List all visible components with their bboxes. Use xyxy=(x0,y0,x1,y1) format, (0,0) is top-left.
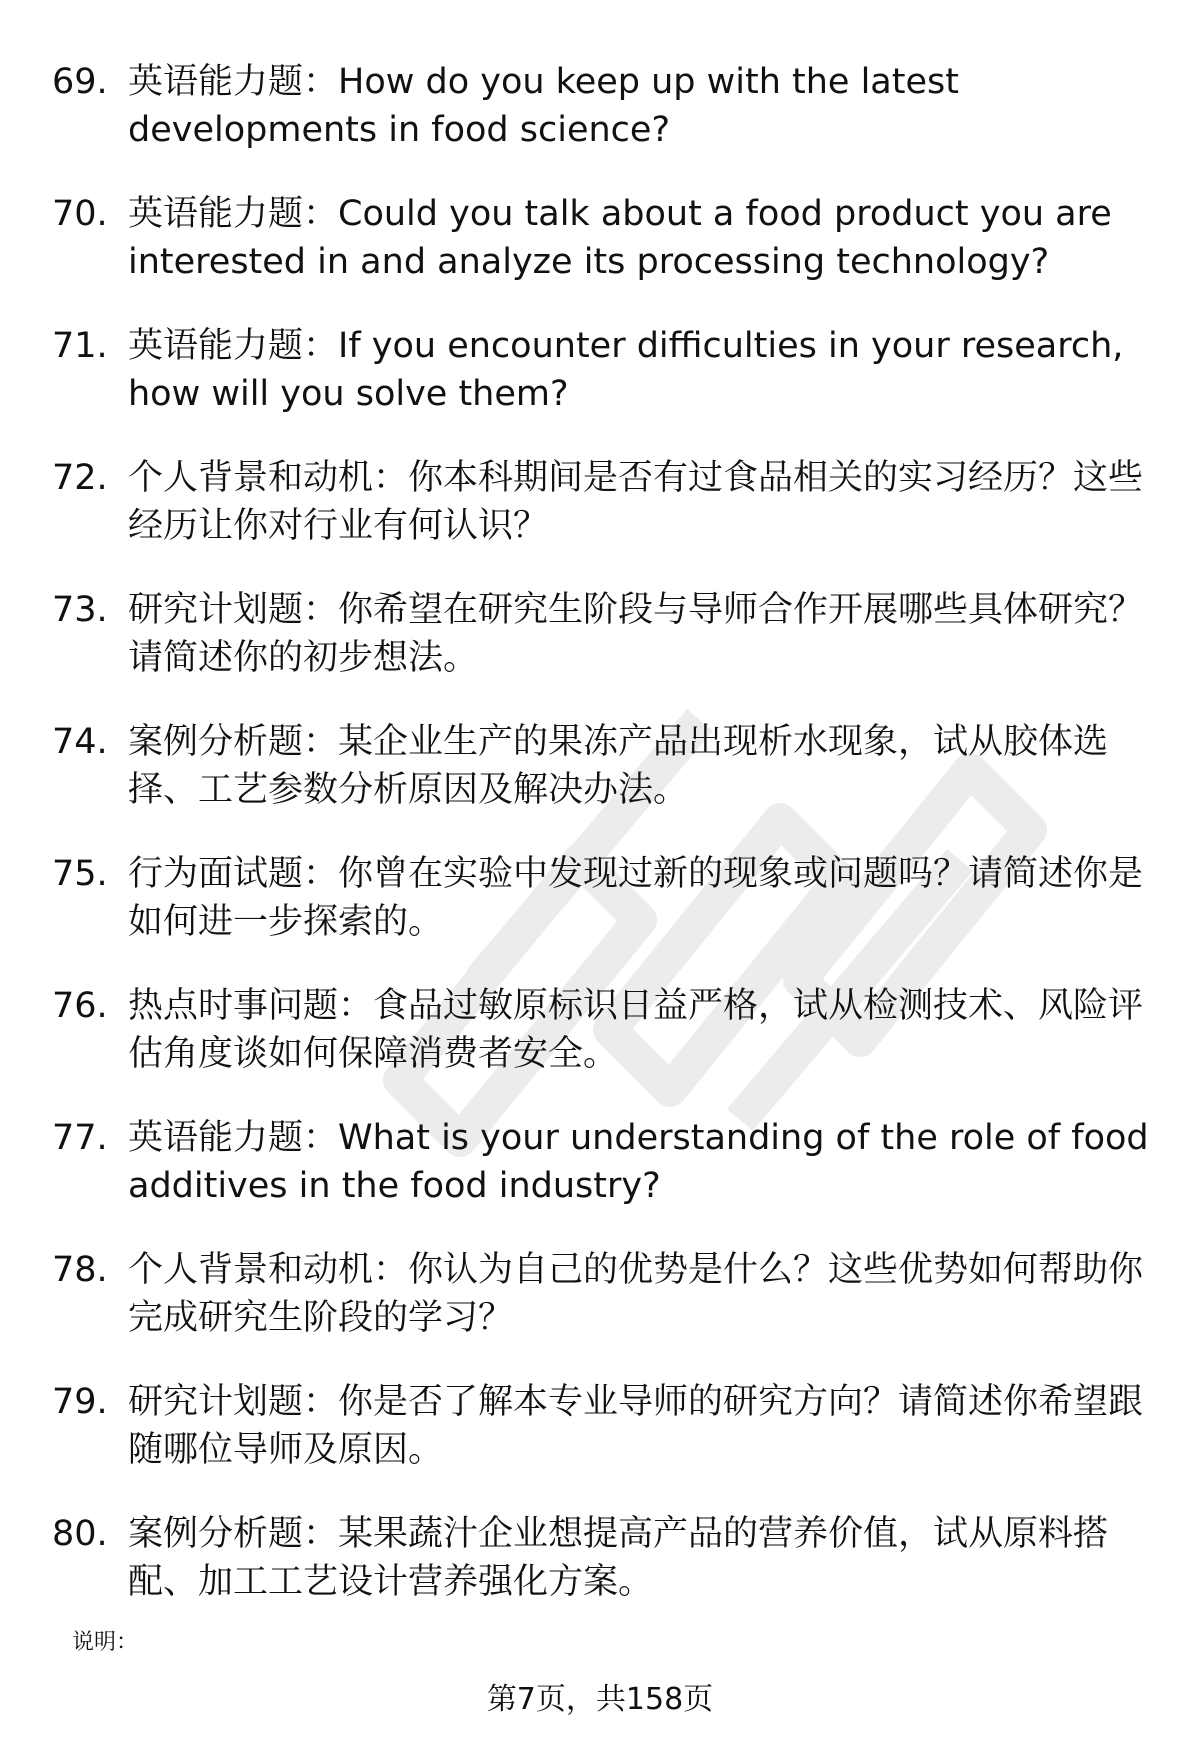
question-number: 78. xyxy=(52,1250,108,1290)
question-item xyxy=(52,718,1162,850)
question-item xyxy=(52,850,1162,982)
question-text: 案例分析题：某企业生产的果冻产品出现析水现象，试从胶体选择、工艺参数分析原因及解决办法。 xyxy=(128,722,1109,810)
question-number: 76. xyxy=(52,986,108,1026)
question-text: 行为面试题：你曾在实验中发现过新的现象或问题吗？请简述你是如何进一步探索的。 xyxy=(128,854,1144,942)
question-number: 74. xyxy=(52,722,108,762)
question-number: 77. xyxy=(52,1118,108,1158)
question-text: 英语能力题：What is your understanding of the role of food additives in the food industry? xyxy=(128,1118,1149,1206)
question-number: 75. xyxy=(52,854,108,894)
question-text: 研究计划题：你希望在研究生阶段与导师合作开展哪些具体研究？请简述你的初步想法。 xyxy=(128,590,1144,678)
question-item xyxy=(52,454,1162,586)
question-text: 个人背景和动机：你认为自己的优势是什么？这些优势如何帮助你完成研究生阶段的学习？ xyxy=(128,1250,1144,1338)
question-number: 69. xyxy=(52,62,108,102)
question-item xyxy=(52,322,1162,454)
question-item xyxy=(52,1246,1162,1378)
question-text: 案例分析题：某果蔬汁企业想提高产品的营养价值，试从原料搭配、加工工艺设计营养强化方案。 xyxy=(128,1514,1109,1602)
question-number: 70. xyxy=(52,194,108,234)
question-number: 80. xyxy=(52,1514,108,1554)
question-text: 英语能力题：Could you talk about a food product you are interested in and analyze its processing technology? xyxy=(128,194,1112,282)
question-number: 71. xyxy=(52,326,108,366)
question-text: 热点时事问题：食品过敏原标识日益严格，试从检测技术、风险评估角度谈如何保障消费者安全。 xyxy=(128,986,1144,1074)
question-number: 79. xyxy=(52,1382,108,1422)
question-number: 72. xyxy=(52,458,108,498)
question-number: 73. xyxy=(52,590,108,630)
question-item xyxy=(52,1378,1162,1510)
question-item xyxy=(52,982,1162,1114)
question-item xyxy=(52,586,1162,718)
question-item xyxy=(52,1114,1162,1246)
question-item xyxy=(52,190,1162,322)
question-item xyxy=(52,58,1162,190)
question-text: 英语能力题：If you encounter difficulties in your research, how will you solve them? xyxy=(128,326,1124,414)
question-text: 研究计划题：你是否了解本专业导师的研究方向？请简述你希望跟随哪位导师及原因。 xyxy=(128,1382,1144,1470)
note-label: 说明： xyxy=(72,1630,139,1655)
question-text: 英语能力题：How do you keep up with the latest developments in food science? xyxy=(128,62,959,150)
question-text: 个人背景和动机：你本科期间是否有过食品相关的实习经历？这些经历让你对行业有何认识？ xyxy=(128,458,1144,546)
question-item xyxy=(52,1510,1162,1642)
question-list xyxy=(52,58,1162,1642)
page-footer: 第7页，共158页 xyxy=(486,1682,714,1717)
